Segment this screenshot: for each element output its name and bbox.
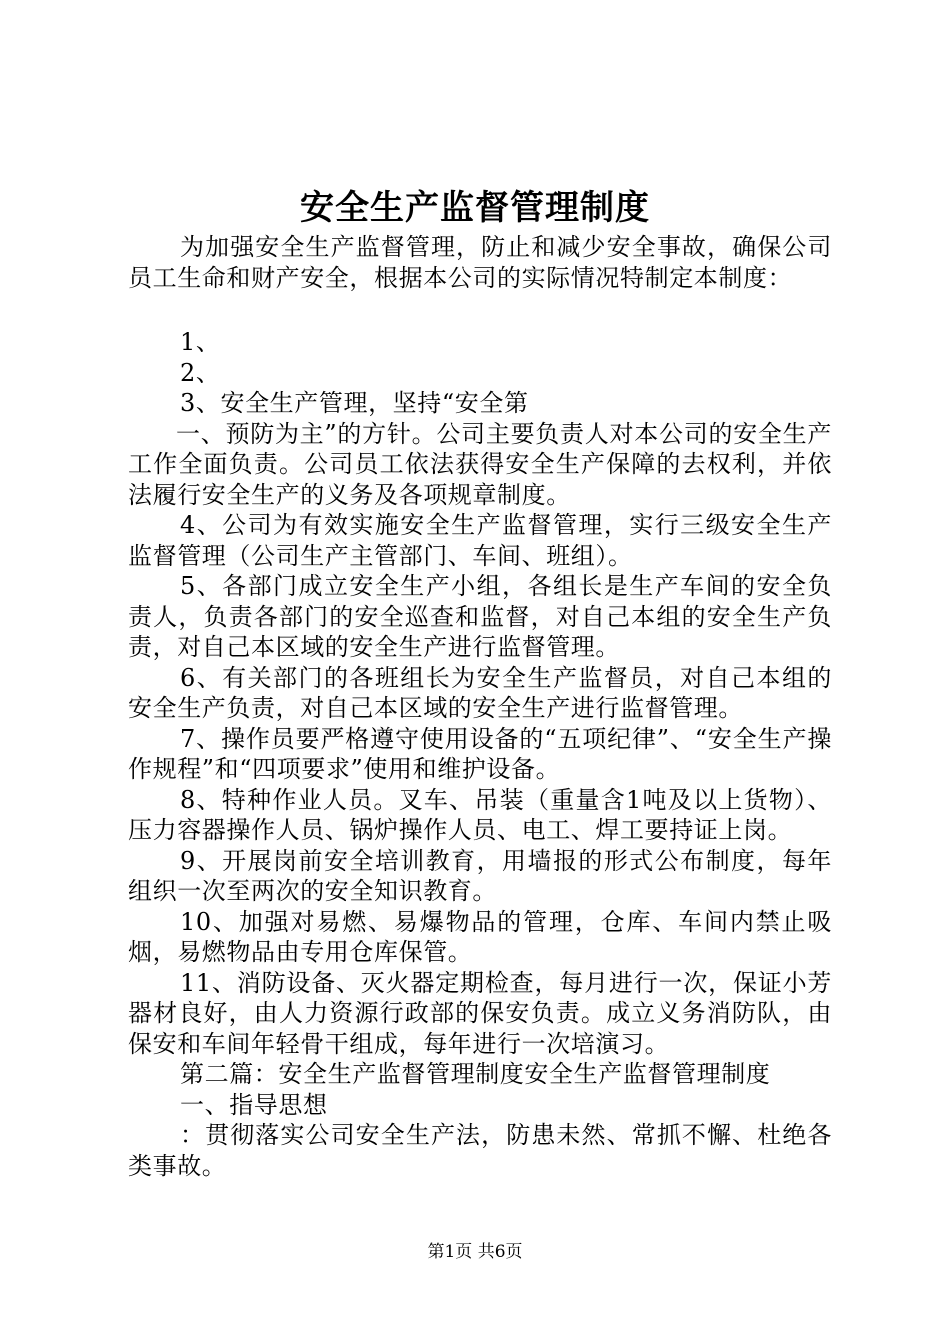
clause-11: 11、消防设备、灭火器定期检查，每月进行一次，保证小芳器材良好，由人力资源行政部的保安负责。成立义务消防队，由保安和车间年轻骨干组成，每年进行一次培演习。: [128, 968, 832, 1058]
section-heading: 第二篇：安全生产监督管理制度安全生产监督管理制度: [180, 1060, 771, 1088]
clause-7: 7、操作员要严格遵守使用设备的“五项纪律”、“安全生产操作规程”和“四项要求”使用和维护设备。: [128, 724, 832, 783]
guiding-principle: ：贯彻落实公司安全生产法，防患未然、常抓不懈、杜绝各类事故。: [128, 1121, 832, 1180]
paragraph-gap: [128, 293, 832, 327]
document-title: 安全生产监督管理制度: [300, 188, 650, 228]
clause-5: 5、各部门成立安全生产小组，各组长是生产车间的安全负责人，负责各部门的安全巡查和监督，对自己本组的安全生产负责，对自己本区域的安全生产进行监督管理。: [128, 572, 832, 661]
page-footer: 第1页 共6页: [427, 1242, 523, 1262]
clause-10: 10、加强对易燃、易爆物品的管理，仓库、车间内禁止吸烟，易燃物品由专用仓库保管。: [128, 907, 832, 966]
clause-3-continued: 一、预防为主”的方针。公司主要负责人对本公司的安全生产工作全面负责。公司员工依法获得安全生产保障的去权利，并依法履行安全生产的义务及各项规章制度。: [128, 419, 832, 509]
clause-8: 8、特种作业人员。叉车、吊装（重量含1吨及以上货物）、压力容器操作人员、锅炉操作人员、电工、焊工要持证上岗。: [128, 785, 832, 844]
subsection-heading: 一、指导思想: [180, 1090, 328, 1119]
clause-2: 2、: [180, 358, 221, 387]
intro-paragraph: 为加强安全生产监督管理，防止和减少安全事故，确保公司员工生命和财产安全，根据本公司的实际情况特制定本制度：: [128, 233, 832, 292]
clause-1: 1、: [180, 328, 221, 356]
clause-3: 3、安全生产管理，坚持“安全第: [180, 389, 529, 417]
document-body: [128, 232, 832, 1181]
clause-6: 6、有关部门的各班组长为安全生产监督员，对自己本组的安全生产负责，对自己本区域的安全生产进行监督管理。: [128, 663, 832, 722]
clause-9: 9、开展岗前安全培训教育，用墙报的形式公布制度，每年组织一次至两次的安全知识教育。: [128, 846, 832, 905]
clause-4: 4、公司为有效实施安全生产监督管理，实行三级安全生产监督管理（公司生产主管部门、车间、班组）。: [128, 511, 832, 570]
